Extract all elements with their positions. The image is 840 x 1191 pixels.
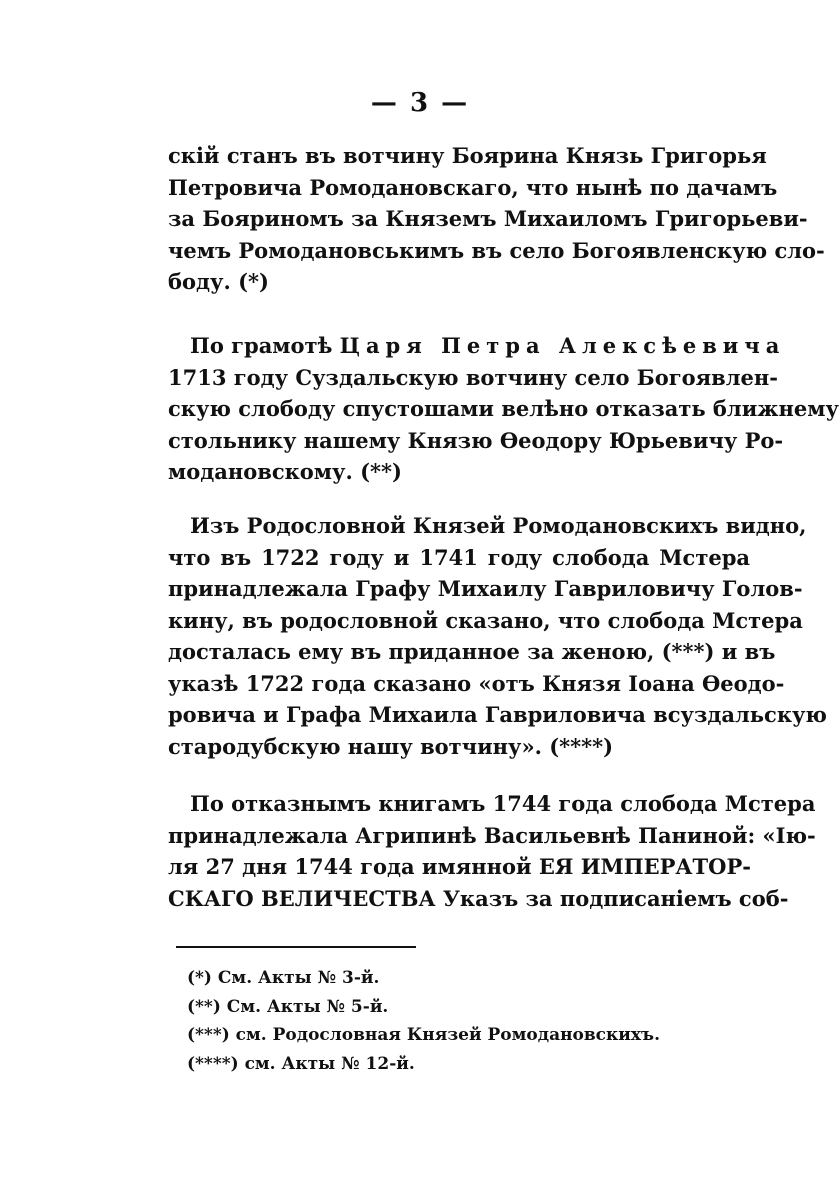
text-line: модановскому. (**) [168, 459, 402, 484]
page-number: — 3 — [370, 88, 470, 118]
text-line: ля 27 дня 1744 года имянной ЕЯ ИМПЕРАТОР- [168, 854, 751, 879]
paragraph-1 [168, 140, 825, 298]
text-line: ровича и Графа Михаила Гавриловича всуздальскую [168, 702, 827, 727]
text-line: стольнику нашему Князю Ѳеодору Юрьевичу Ро- [168, 427, 784, 453]
text-line: принадлежала Агрипинѣ Васильевнѣ Паниной: «Ію- [168, 822, 816, 848]
text-line: что въ 1722 году и 1741 году слобода Мстера [168, 544, 750, 570]
text-line: за Бояриномъ за Княземъ Михаиломъ Григорьеви- [168, 206, 808, 231]
text-line: чемъ Ромодановськимъ въ село Богоявленскую сло- [168, 237, 825, 263]
text-line: Петровича Ромодановскаго, что нынѣ по дачамъ [168, 174, 778, 200]
footnotes [187, 964, 747, 1078]
text-line: стародубскую нашу вотчину». (****) [168, 733, 613, 759]
footnote: (**) См. Акты № 5-й. [187, 996, 389, 1017]
paragraph-2 [168, 330, 839, 488]
text-line: принадлежала Графу Михаилу Гавриловичу Голов- [168, 576, 803, 601]
text-line: 1713 году Суздальскую вотчину село Богоявлен- [168, 364, 778, 390]
tsar-name: Царя Петра Алексѣевича [339, 333, 786, 358]
paragraph-4 [168, 788, 816, 914]
text-line: указѣ 1722 года сказано «отъ Князя Іоана Ѳеодо- [168, 670, 785, 696]
text-line: По отказнымъ книгамъ 1744 года слобода Мстера [190, 791, 816, 816]
footnote: (****) см. Акты № 12-й. [187, 1053, 415, 1074]
text-line: досталась ему въ приданное за женою, (***) и въ [168, 639, 776, 664]
text-line: Изъ Родословной Князей Ромодановскихъ видно, [190, 513, 807, 538]
paragraph-3 [168, 510, 827, 762]
text-line: СКАГО ВЕЛИЧЕСТВА Указъ за подписаніемъ соб- [168, 885, 789, 911]
text-line: боду. (*) [168, 269, 269, 294]
text-fragment: По грамотѣ [190, 333, 333, 358]
footnote: (***) см. Родословная Князей Ромодановскихъ. [187, 1025, 661, 1045]
text-line [168, 330, 786, 362]
footnote: (*) См. Акты № 3-й. [187, 968, 380, 988]
footnote-divider [176, 946, 416, 948]
text-line: скій станъ въ вотчину Боярина Князь Григорья [168, 143, 767, 168]
text-line: скую слободу спустошами велѣно отказать ближнему [168, 396, 839, 421]
text-line: кину, въ родословной сказано, что слобода Мстера [168, 607, 803, 633]
